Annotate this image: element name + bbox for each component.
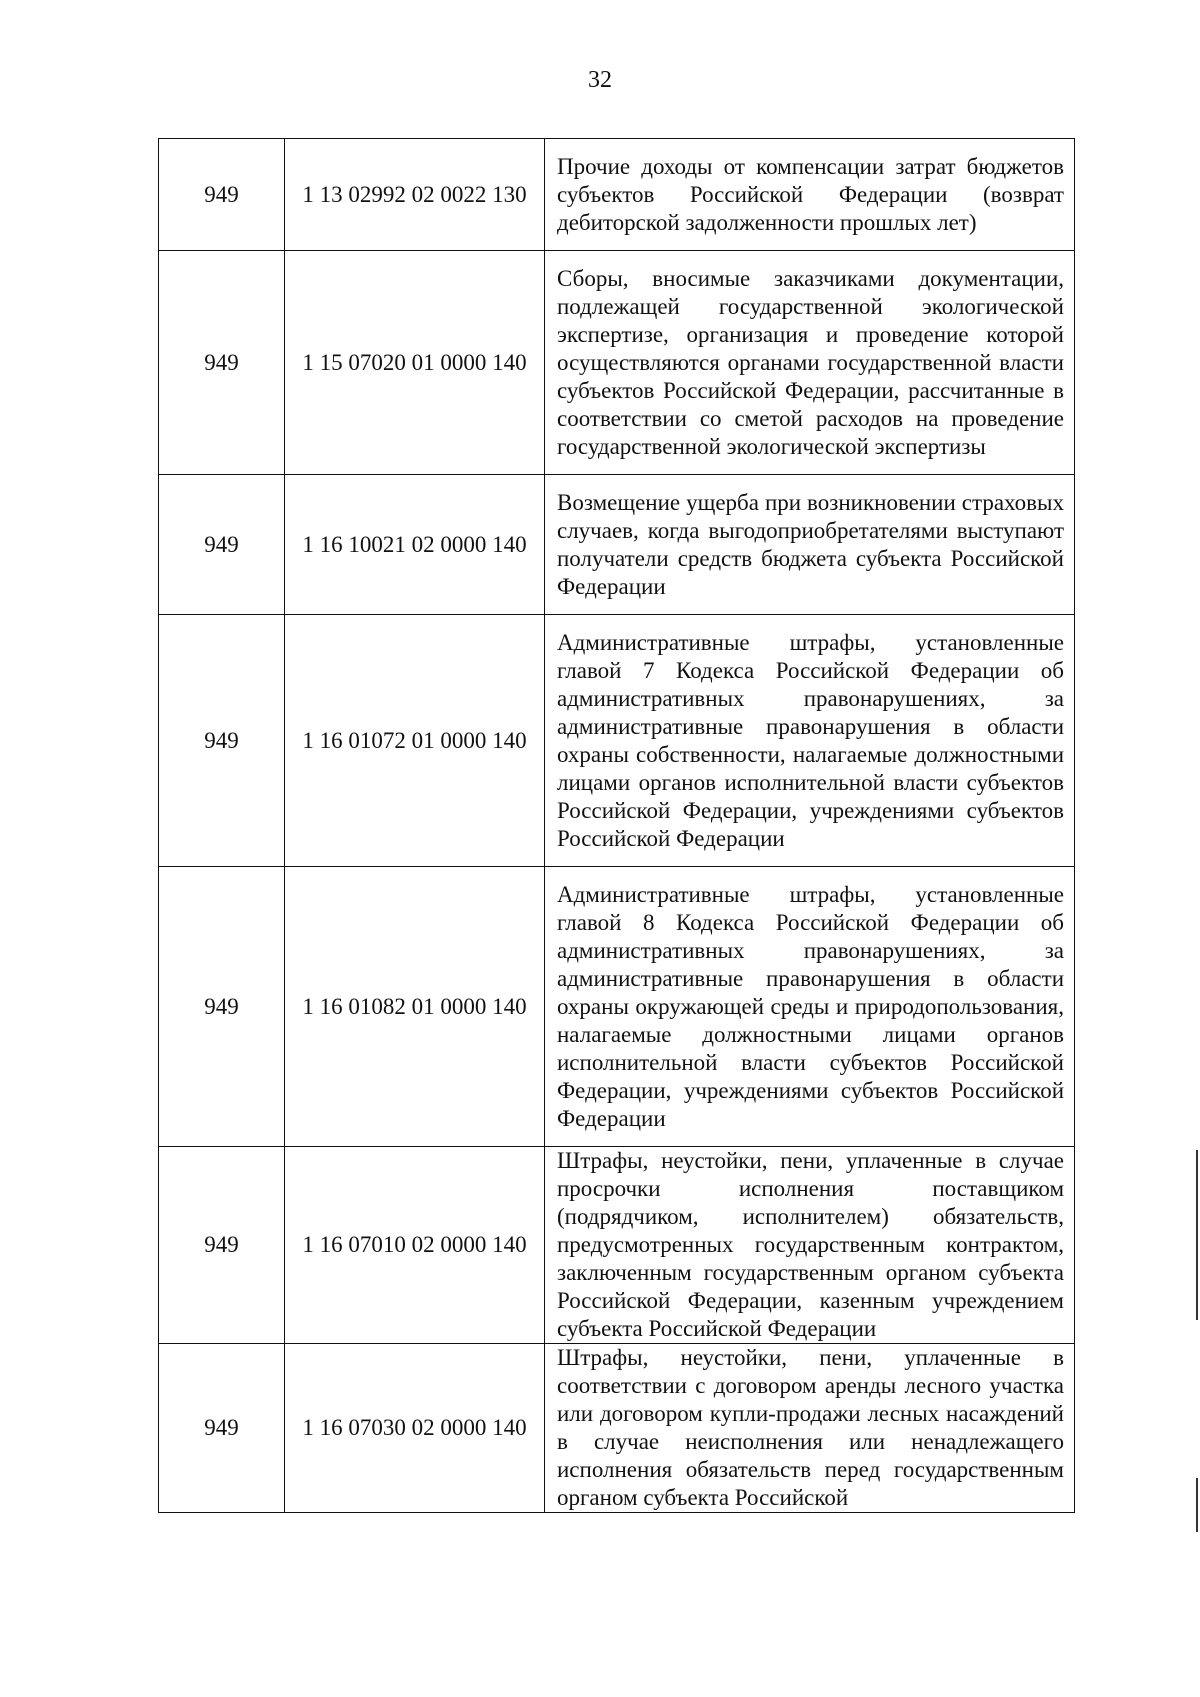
- table-row: [159, 867, 1075, 1147]
- revenue-code-cell: 1 15 07020 01 0000 140: [285, 251, 545, 475]
- page-number: 32: [588, 67, 612, 93]
- revenue-code-cell: 1 16 07010 02 0000 140: [285, 1147, 545, 1344]
- revenue-code-cell: 1 16 01072 01 0000 140: [285, 615, 545, 867]
- admin-code-cell: 949: [159, 615, 285, 867]
- scan-edge-mark: [1196, 1150, 1198, 1320]
- admin-code-cell: 949: [159, 1344, 285, 1513]
- revenue-name-cell: Административные штрафы, установленные главой 8 Кодекса Российской Федерации об административных правонарушениях, за административные правонарушения в области охраны окружающей среды и природопользования, налагаемые должностными лицами органов исполнительной власти субъектов Российской Федерации, учреждениями субъектов Российской Федерации: [545, 867, 1075, 1147]
- revenue-code-cell: 1 16 07030 02 0000 140: [285, 1344, 545, 1513]
- admin-code-cell: 949: [159, 867, 285, 1147]
- admin-code-cell: 949: [159, 475, 285, 615]
- admin-code-cell: 949: [159, 139, 285, 251]
- scan-edge-mark: [1196, 1478, 1198, 1532]
- revenue-name-cell: Административные штрафы, установленные главой 7 Кодекса Российской Федерации об административных правонарушениях, за административные правонарушения в области охраны собственности, налагаемые должностными лицами органов исполнительной власти субъектов Российской Федерации, учреждениями субъектов Российской Федерации: [545, 615, 1075, 867]
- revenue-name-cell: Штрафы, неустойки, пени, уплаченные в случае просрочки исполнения поставщиком (подрядчиком, исполнителем) обязательств, предусмотренных государственным контрактом, заключенным государственным органом субъекта Российской Федерации, казенным учреждением субъекта Российской Федерации: [545, 1147, 1075, 1344]
- table-row: [159, 1344, 1075, 1513]
- admin-code-cell: 949: [159, 251, 285, 475]
- table-row: [159, 475, 1075, 615]
- revenue-name-cell: Сборы, вносимые заказчиками документации, подлежащей государственной экологической экспертизе, организация и проведение которой осуществляются органами государственной власти субъектов Российской Федерации, рассчитанные в соответствии со сметой расходов на проведение государственной экологической экспертизы: [545, 251, 1075, 475]
- admin-code-cell: 949: [159, 1147, 285, 1344]
- table-row: [159, 139, 1075, 251]
- revenue-code-cell: 1 16 01082 01 0000 140: [285, 867, 545, 1147]
- revenue-name-cell: Возмещение ущерба при возникновении страховых случаев, когда выгодоприобретателями выступают получатели средств бюджета субъекта Российской Федерации: [545, 475, 1075, 615]
- table-row: [159, 251, 1075, 475]
- table-row: [159, 1147, 1075, 1344]
- revenue-code-cell: 1 13 02992 02 0022 130: [285, 139, 545, 251]
- revenue-code-cell: 1 16 10021 02 0000 140: [285, 475, 545, 615]
- revenue-name-cell: Прочие доходы от компенсации затрат бюджетов субъектов Российской Федерации (возврат дебиторской задолженности прошлых лет): [545, 139, 1075, 251]
- revenue-name-cell: Штрафы, неустойки, пени, уплаченные в соответствии с договором аренды лесного участка или договором купли-продажи лесных насаждений в случае неисполнения или ненадлежащего исполнения обязательств перед государственным органом субъекта Российской: [545, 1344, 1075, 1513]
- revenue-codes-table: [158, 138, 1075, 1513]
- table-row: [159, 615, 1075, 867]
